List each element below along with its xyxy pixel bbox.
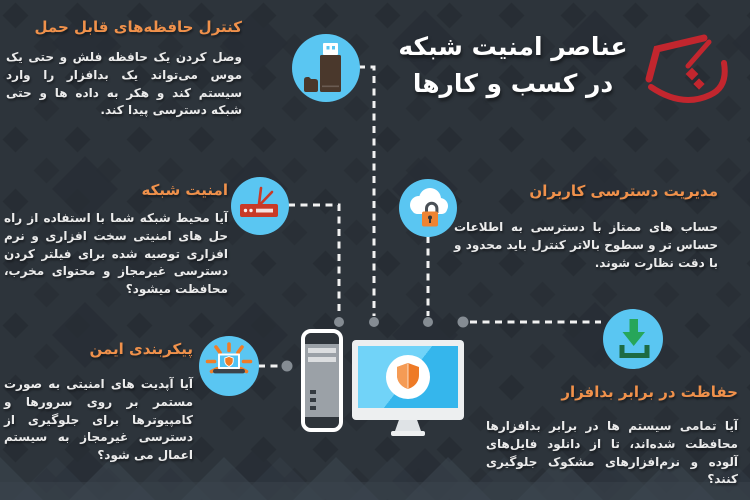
- download-arrow-icon: [603, 309, 663, 369]
- section-body-network-security: آیا محیط شبکه شما با استفاده از راه حل های امنیتی سخت افزاری و نرم افزاری توصیه شده برای فیلتر کردن دسترسی غیرمجاز و محتوای مخرب، محافظت میشود؟: [4, 211, 228, 297]
- cloud-lock-circle: [399, 179, 457, 237]
- title-line1: عناصر امنیت شبکه: [398, 32, 628, 61]
- section-body-user-access: حساب های ممتاز با دسترسی به اطلاعات حساس تر و سطوح بالاتر کنترل باید محدود و با دقت نظارت شوند.: [454, 220, 718, 270]
- laptop-shield-icon: [199, 336, 259, 396]
- tower-button: [310, 390, 316, 394]
- section-portable-media: [6, 18, 242, 120]
- section-heading-network-security: امنیت شبکه: [141, 181, 228, 199]
- cloud-lock-icon: [399, 179, 457, 237]
- section-user-access: [454, 182, 718, 272]
- section-heading-portable-media: کنترل حافظه‌های قابل حمل: [34, 18, 242, 36]
- monitor-screen: [358, 346, 458, 408]
- tower-bottom-cap: [305, 417, 339, 428]
- section-body-malware-protection: آیا تمامی سیستم ها در برابر بدافزارها محافظت شده‌اند، تا از دانلود فایل‌های آلوده و نرم‌افزارهای مشکوک جلوگیری کنند؟: [486, 419, 738, 487]
- tower-top-cap: [305, 333, 339, 344]
- computer-tower-icon: [301, 329, 343, 432]
- monitor-stand: [395, 420, 421, 431]
- tower-drive-slot: [308, 348, 336, 353]
- download-circle: [603, 309, 663, 369]
- monitor-icon: [352, 340, 464, 420]
- section-network-security: [4, 181, 228, 299]
- title-line2: در کسب و کارها: [412, 69, 614, 98]
- laptop-circle: [199, 336, 259, 396]
- shield-icon: [391, 360, 425, 394]
- connector-usb: [358, 67, 374, 316]
- tower-button: [310, 398, 316, 402]
- tower-button: [310, 406, 316, 410]
- section-heading-secure-configuration: پیکربندی ایمن: [89, 340, 193, 358]
- router-circle: [231, 177, 289, 235]
- section-heading-malware-protection: حفاظت در برابر بدافزار: [561, 383, 738, 401]
- section-heading-user-access: مدیریت دسترسی کاربران: [529, 182, 718, 200]
- tower-drive-slot: [308, 357, 336, 362]
- red-abstract-logo: [636, 33, 748, 109]
- page-title: [396, 28, 630, 102]
- usb-circle: [292, 34, 360, 102]
- section-body-secure-configuration: آیا آپدیت های امنیتی به صورت مستمر بر روی سرورها و کامپیوترها برای جلوگیری از دسترسی غیرمجاز به سیستم اعمال می شود؟: [4, 377, 193, 463]
- section-malware-protection: [486, 383, 738, 489]
- monitor-stand-base: [391, 431, 425, 436]
- shield-badge: [386, 355, 430, 399]
- section-body-portable-media: وصل کردن یک حافظه فلش و حتی یک موس می‌تواند یک بدافزار را وارد سیستم کند و هکر به داده ها و حتی شبکه دسترسی پیدا کند.: [6, 50, 242, 118]
- connector-router: [288, 205, 339, 316]
- usb-flash-drive-icon: [292, 34, 360, 102]
- section-secure-configuration: [4, 340, 193, 465]
- router-icon: [231, 177, 289, 235]
